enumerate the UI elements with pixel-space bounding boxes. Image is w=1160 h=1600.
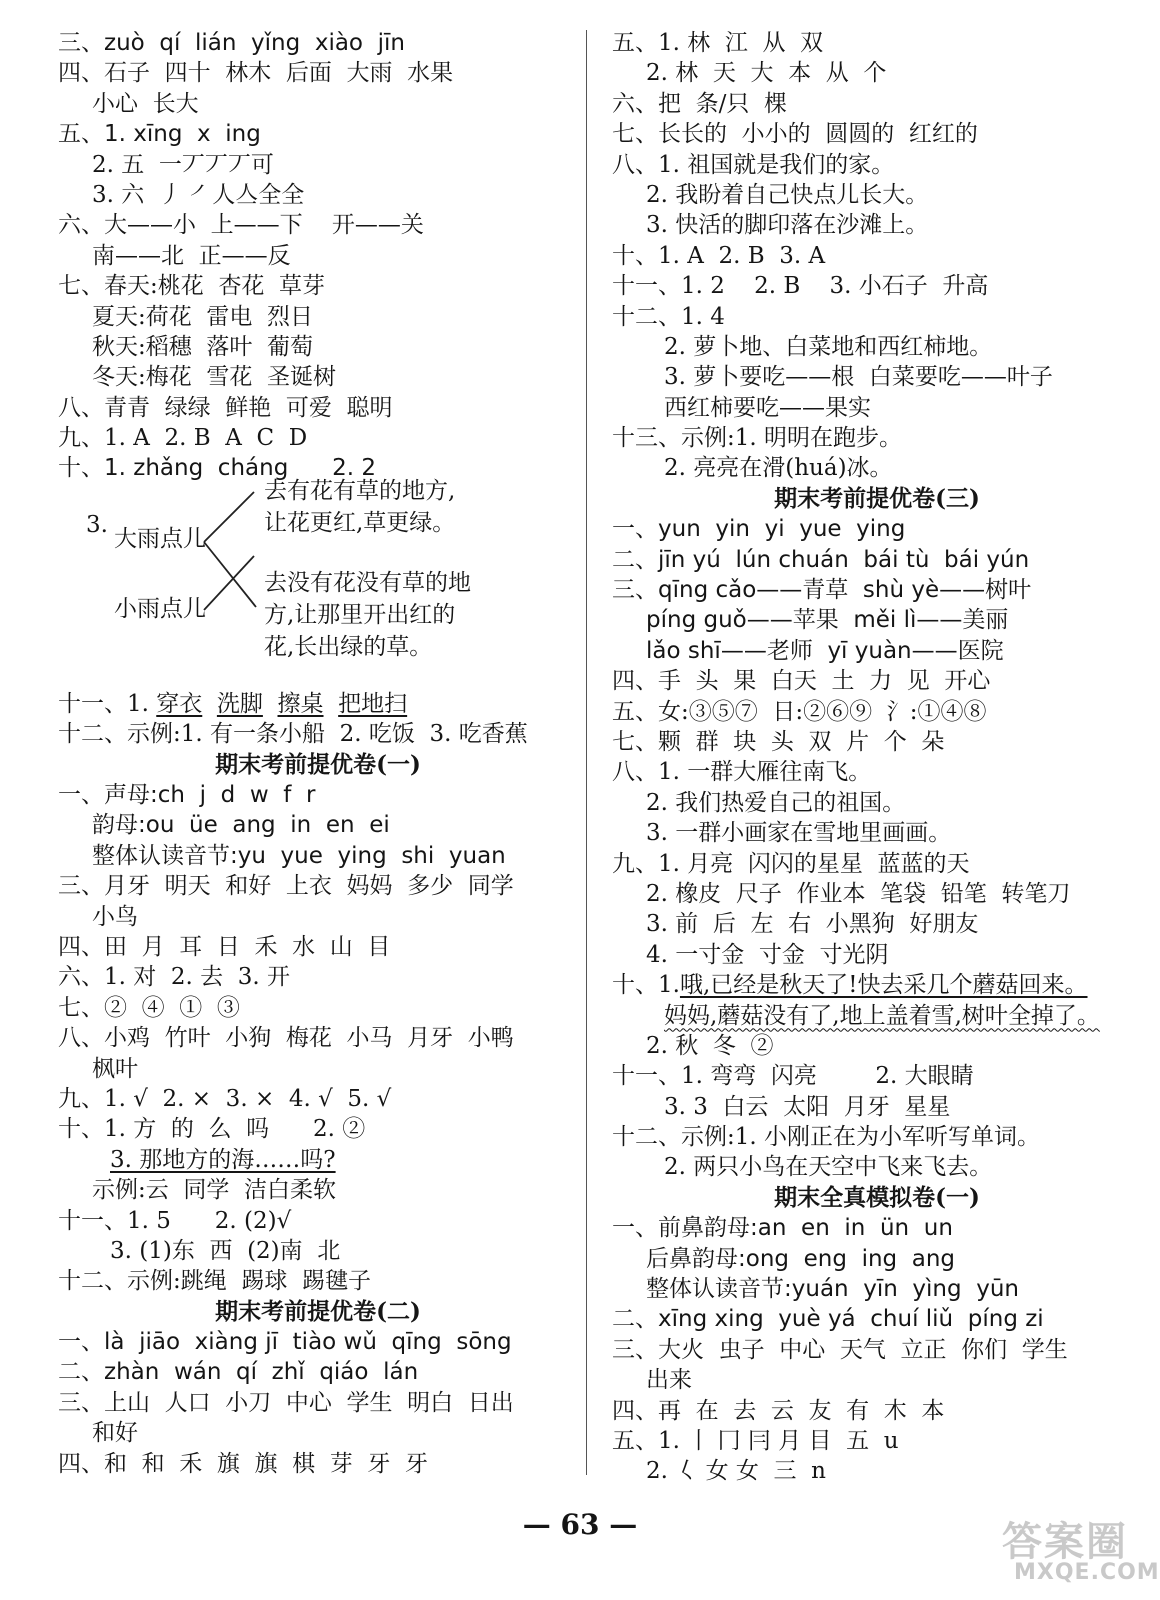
- answer-line: [612, 1001, 1142, 1031]
- answer-line: 五、1. 林 江 从 双: [612, 30, 824, 56]
- answer-line: 3. 一群小画家在雪地里画画。: [646, 820, 952, 847]
- answer-line: 韵母:ou üe ang in en ei: [92, 812, 390, 839]
- answer-line: 七、春天:桃花 杏花 草芽: [58, 273, 325, 300]
- answer-line: 十、1. zhǎng cháng 2. 2: [58, 455, 377, 482]
- answer-line: 四、再 在 去 云 友 有 木 本: [612, 1397, 945, 1424]
- matching-diagram: [58, 477, 578, 689]
- page-number: — 63 —: [522, 1508, 638, 1541]
- answer-line: 五、女:③⑤⑦ 日:②⑥⑨ 氵:①④⑧: [612, 698, 987, 725]
- answer-line: 十一、1. 2 2. B 3. 小石子 升高: [612, 273, 989, 300]
- answer-line: 一、前鼻韵母:an en in ün un: [612, 1215, 953, 1242]
- answer-line: 十、1.哦,已经是秋天了!快去采几个蘑菇回来。: [612, 972, 1088, 999]
- answer-line: 十二、示例:1. 小刚正在为小军听写单词。: [612, 1124, 1041, 1151]
- answer-line: 六、大——小 上——下 开——关: [58, 212, 424, 239]
- question-number: 3.: [86, 511, 108, 538]
- right-column: [612, 28, 1142, 1487]
- answer-line: 2. 橡皮 尺子 作业本 笔袋 铅笔 转笔刀: [646, 880, 1071, 907]
- answer-line: 后鼻韵母:ong eng ing ang: [646, 1245, 956, 1272]
- answer-line: 二、jīn yú lún chuán bái tù bái yún: [612, 546, 1030, 573]
- answer-line: 七、颗 群 块 头 双 片 个 朵: [612, 728, 945, 755]
- answer-line: 六、把 条/只 棵: [612, 90, 787, 117]
- answer-line: 2. 我们热爱自己的祖国。: [646, 789, 906, 816]
- section-title: 期末考前提优卷(三): [774, 484, 980, 512]
- answer-line: 二、zhàn wán qí zhǐ qiáo lán: [58, 1359, 419, 1386]
- answer-line: 五、1. xīng x ing: [58, 121, 261, 148]
- section-title: 期末全真模拟卷(一): [774, 1183, 980, 1211]
- answer-line: 3. 六 丿 ㇒人亼全全: [92, 181, 305, 208]
- answer-line: 九、1. 月亮 闪闪的星星 蓝蓝的天: [612, 850, 970, 877]
- answer-line: 2. 𡿨 女 女 三 n: [646, 1458, 826, 1485]
- answer-line: 三、zuò qí lián yǐng xiào jīn: [58, 30, 405, 56]
- match-target-line: 去没有花没有草的地: [264, 569, 471, 596]
- answer-line: píng guǒ——苹果 měi lì——美丽: [646, 607, 1009, 634]
- answer-line: 冬天:梅花 雪花 圣诞树: [92, 364, 336, 391]
- answer-line: 八、1. 一群大雁往南飞。: [612, 759, 872, 786]
- answer-line: 3. 快活的脚印落在沙滩上。: [646, 212, 929, 239]
- answer-line: 十、1. 方 的 么 吗 2. ②: [58, 1116, 366, 1143]
- answer-line: 十一、1. 弯弯 闪亮 2. 大眼睛: [612, 1063, 974, 1090]
- answer-line: 九、1. √ 2. × 3. × 4. √ 5. √: [58, 1085, 392, 1112]
- answer-line: 十三、示例:1. 明明在跑步。: [612, 425, 903, 452]
- match-line: [204, 556, 254, 610]
- answer-line: 小鸟: [92, 903, 138, 930]
- match-target-line: 方,让那里开出红的: [264, 601, 456, 628]
- answer-line: 六、1. 对 2. 去 3. 开: [58, 964, 291, 991]
- answer-line: 七、长长的 小小的 圆圆的 红红的: [612, 121, 978, 148]
- answer-line: 2. 萝卜地、白菜地和西红柿地。: [664, 333, 993, 360]
- match-target-line: 去有花有草的地方,: [264, 477, 456, 504]
- watermark-url: MXQE.COM: [1014, 1560, 1160, 1585]
- answer-line: 2. 林 天 大 本 从 个: [646, 60, 887, 87]
- wavy-underlined-sentence: 妈妈,蘑菇没有了,地上盖着雪,树叶全掉了。: [664, 1002, 1100, 1029]
- answer-line: 整体认读音节:yu yue ying shi yuan: [92, 842, 506, 869]
- answer-line: 3. 萝卜要吃——根 白菜要吃——叶子: [664, 364, 1053, 391]
- answer-line: 八、小鸡 竹叶 小狗 梅花 小马 月牙 小鸭: [58, 1025, 514, 1052]
- answer-line: 十二、示例:跳绳 踢球 踢毽子: [58, 1268, 371, 1295]
- answer-line: 4. 一寸金 寸金 寸光阴: [646, 941, 889, 968]
- answer-line: 十、1. A 2. B 3. A: [612, 242, 826, 269]
- answer-line: 七、② ④ ① ③: [58, 994, 240, 1021]
- match-line: [204, 492, 254, 542]
- answer-line: 四、和 和 禾 旗 旗 棋 芽 牙 牙: [58, 1450, 428, 1477]
- answer-line: 3. 前 后 左 右 小黑狗 好朋友: [646, 911, 979, 938]
- answer-line: 秋天:稻穗 落叶 葡萄: [92, 333, 313, 360]
- answer-line: 十一、1. 穿衣 洗脚 擦桌 把地扫: [58, 690, 408, 717]
- answer-line: lǎo shī——老师 yī yuàn——医院: [646, 637, 1004, 664]
- answer-line: 2. 秋 冬 ②: [646, 1032, 774, 1059]
- answer-line: 十一、1. 5 2. (2)√: [58, 1207, 292, 1234]
- underlined-word: 洗脚: [216, 690, 263, 717]
- answer-line: 一、là jiāo xiàng jī tiào wǔ qīng sōng: [58, 1329, 512, 1356]
- column-divider: [586, 30, 587, 1475]
- answer-line: 四、手 头 果 白天 土 力 见 开心: [612, 668, 991, 695]
- answer-line: 示例:云 同学 洁白柔软: [92, 1177, 336, 1204]
- answer-line: 三、大火 虫子 中心 天气 立正 你们 学生: [612, 1336, 1068, 1363]
- answer-line: 二、xīng xing yuè yá chuí liǔ píng zi: [612, 1306, 1044, 1333]
- match-line: [204, 542, 256, 607]
- watermark-text: 答案圈: [1002, 1519, 1128, 1565]
- answer-line: 夏天:荷花 雷电 烈日: [92, 303, 313, 330]
- answer-line: 3. 3 白云 太阳 月牙 星星: [664, 1093, 951, 1120]
- section-title: 期末考前提优卷(一): [215, 750, 421, 778]
- answer-line: 整体认读音节:yuán yīn yìng yūn: [646, 1276, 1019, 1303]
- underlined-sentence: 哦,已经是秋天了!快去采几个蘑菇回来。: [679, 972, 1088, 999]
- answer-line: 和好: [92, 1420, 138, 1447]
- left-column: [58, 28, 578, 1479]
- match-target-line: 花,长出绿的草。: [264, 633, 433, 660]
- answer-line: 十二、示例:1. 有一条小船 2. 吃饭 3. 吃香蕉: [58, 721, 528, 748]
- answer-line: [58, 1145, 578, 1175]
- match-item-light-rain: 小雨点儿: [114, 595, 206, 622]
- section-title: 期末考前提优卷(二): [215, 1297, 421, 1325]
- underlined-word: 穿衣: [156, 690, 203, 717]
- answer-line: 3. (1)东 西 (2)南 北: [110, 1237, 341, 1264]
- answer-line: 八、青青 绿绿 鲜艳 可爱 聪明: [58, 394, 393, 421]
- answer-line: 三、qīng cǎo——青草 shù yè——树叶: [612, 577, 1032, 604]
- answer-line: 2. 五 一丆丆丆可: [92, 151, 274, 178]
- underlined-word: 擦桌: [277, 690, 324, 717]
- match-target-line: 让花更红,草更绿。: [264, 509, 456, 536]
- answer-line: 一、声母:ch j d w f r: [58, 782, 316, 809]
- answer-line: 九、1. A 2. B A C D: [58, 425, 308, 452]
- match-item-heavy-rain: 大雨点儿: [114, 525, 206, 552]
- underlined-word: 把地扫: [338, 690, 408, 717]
- answer-line: 2. 亮亮在滑(huá)冰。: [664, 455, 893, 482]
- answer-line: 三、月牙 明天 和好 上衣 妈妈 多少 同学: [58, 873, 514, 900]
- watermark-logo: [992, 1504, 1160, 1590]
- answer-line: 枫叶: [92, 1055, 138, 1082]
- answer-line: 出来: [646, 1367, 692, 1394]
- answer-line: 四、石子 四十 林木 后面 大雨 水果: [58, 60, 454, 87]
- answer-line: 八、1. 祖国就是我们的家。: [612, 151, 895, 178]
- answer-line: 一、yun yin yi yue ying: [612, 516, 906, 543]
- answer-line: 2. 两只小鸟在天空中飞来飞去。: [664, 1154, 993, 1181]
- answer-line: 2. 我盼着自己快点儿长大。: [646, 181, 929, 208]
- answer-line: 小心 长大: [92, 90, 199, 117]
- answer-line: 十二、1. 4: [612, 303, 725, 330]
- answer-line: 五、1. 丨 冂 冃 月 目 五 u: [612, 1427, 899, 1454]
- answer-line: 三、上山 人口 小刀 中心 学生 明白 日出: [58, 1389, 514, 1416]
- answer-line: 四、田 月 耳 日 禾 水 山 目: [58, 933, 391, 960]
- answer-line: 西红柿要吃——果实: [664, 394, 871, 421]
- underlined-sentence: 3. 那地方的海……吗?: [110, 1146, 336, 1173]
- answer-line: 南——北 正——反: [92, 242, 291, 269]
